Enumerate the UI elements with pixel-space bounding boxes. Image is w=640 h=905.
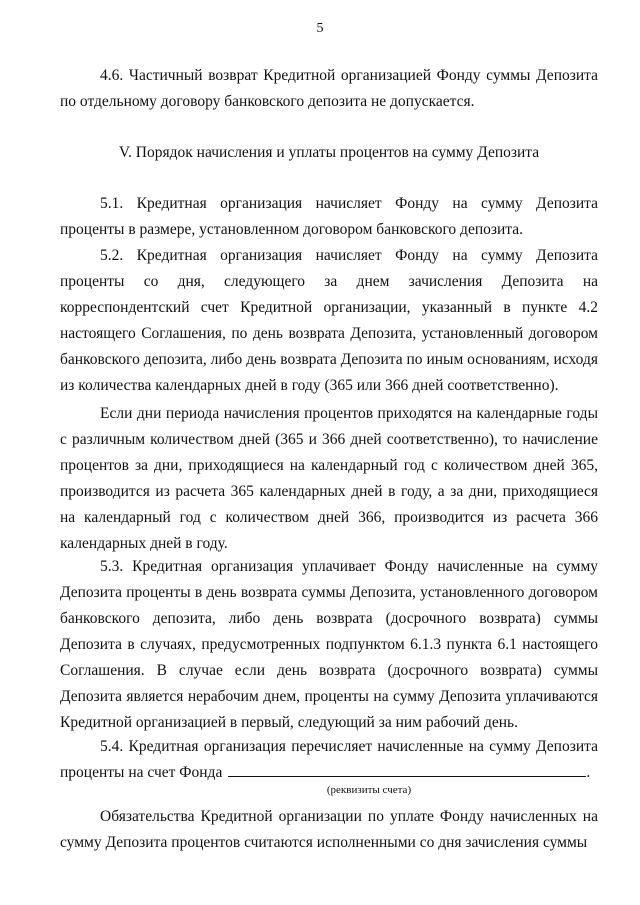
paragraph-5-4 xyxy=(60,734,598,786)
paragraph-5-2-continuation: Если дни периода начисления процентов приходятся на календарные годы с различным количеством дней (365 и 366 дней соответственно), то начисление процентов за дни, приходящиеся на календарный год с количеством дней 365, производится из расчета 365 календарных дней в году, а за дни, приходящиеся на календарный год с количеством дней 366, производится из расчета 366 календарных дней в году. xyxy=(60,405,598,552)
paragraph-obligations: Обязательства Кредитной организации по уплате Фонду начисленных на сумму Депозита процентов считаются исполненными со дня зачисления суммы xyxy=(60,808,598,851)
page-number: 5 xyxy=(316,21,324,36)
account-details-caption: (реквизиты счета) xyxy=(326,784,412,796)
paragraph-5-1: 5.1. Кредитная организация начисляет Фонду на сумму Депозита проценты в размере, установленном договором банковского депозита. xyxy=(60,195,598,238)
paragraph-5-4-end: . xyxy=(586,764,591,781)
paragraph-5-2: 5.2. Кредитная организация начисляет Фонду на сумму Депозита проценты со дня, следующего за днем зачисления Депозита на корреспондентский счет Кредитной организации, указанный в пункте 4.2 настоящего Соглашения, по день возврата Депозита, установленный договором банковского депозита, либо день возврата Депозита по иным основаниям, исходя из количества календарных дней в году (365 или 366 дней соответственно). xyxy=(60,247,598,394)
paragraph-5-4-text: 5.4. Кредитная организация перечисляет начисленные на сумму Депозита проценты на счет Фонда xyxy=(60,738,598,781)
paragraph-5-3: 5.3. Кредитная организация уплачивает Фонду начисленные на сумму Депозита проценты в день возврата суммы Депозита, установленного договором банковского депозита, либо день возврата (досрочного возврата) суммы Депозита в случаях, предусмотренных подпунктом 6.1.3 пункта 6.1 настоящего Соглашения. В случае если день возврата (досрочного возврата) суммы Депозита является нерабочим днем, проценты на сумму Депозита уплачиваются Кредитной организацией в первый, следующий за ним рабочий день. xyxy=(60,558,598,731)
account-details-blank xyxy=(228,762,586,777)
paragraph-4-6: 4.6. Частичный возврат Кредитной организацией Фонду суммы Депозита по отдельному договору банковского депозита не допускается. xyxy=(60,67,598,110)
section-heading: V. Порядок начисления и уплаты процентов на сумму Депозита xyxy=(118,144,540,161)
